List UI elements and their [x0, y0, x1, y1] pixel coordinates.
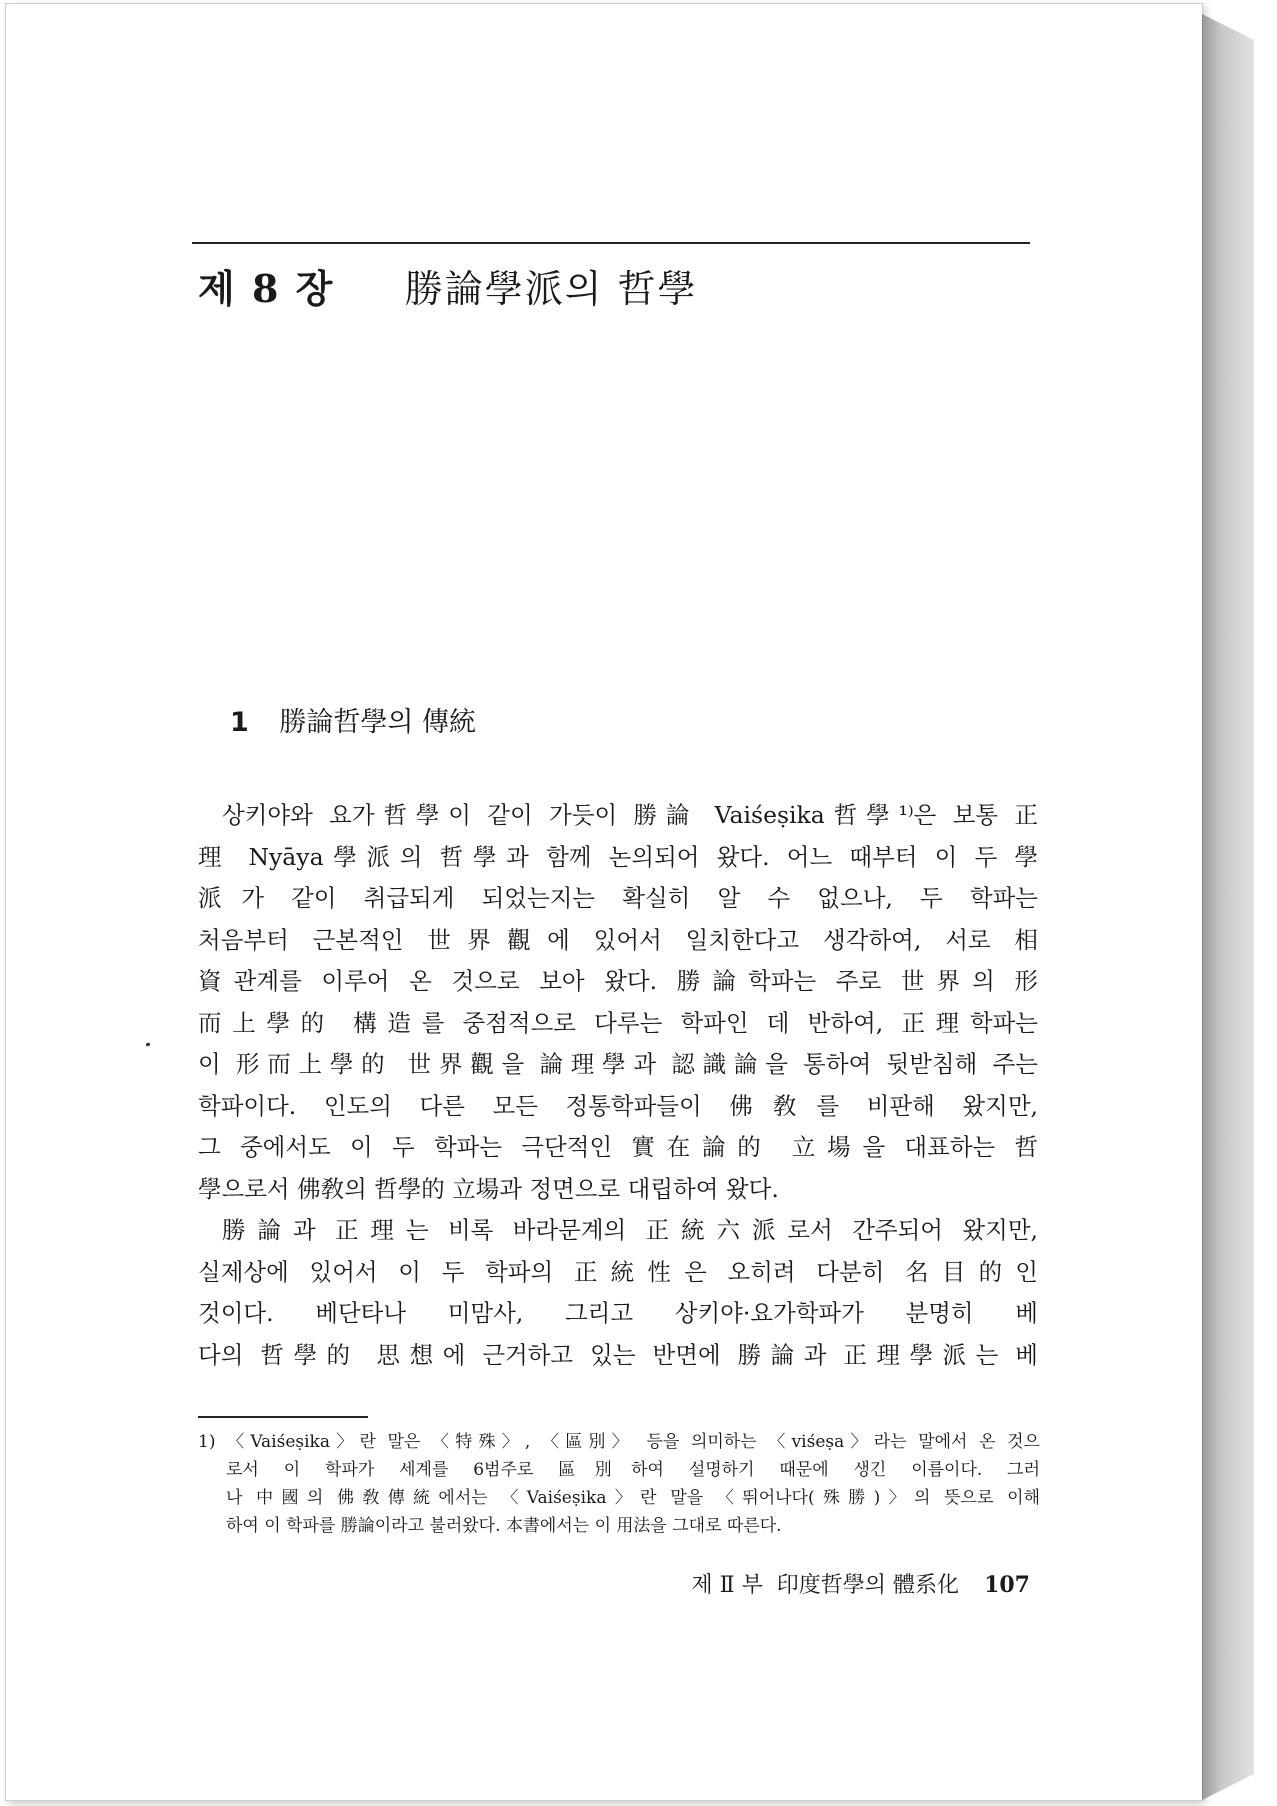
chapter-label: 제 8 장 [198, 266, 335, 311]
text-line: 것이다. 베단타나 미맘사, 그리고 상키야·요가학파가 분명히 베 [198, 1299, 1038, 1327]
chapter-title-text: 勝論學派의 哲學 [404, 267, 698, 311]
text-line: 처음부터 근본적인 世界觀에 있어서 일치한다고 생각하여, 서로 相 [198, 925, 1038, 954]
text-line: 실제상에 있어서 이 두 학파의 正統性은 오히려 다분히 名目的인 [198, 1257, 1038, 1286]
footnote-line: 1) 〈Vaiśeṣika〉란 말은 〈特殊〉, 〈區別〉 등을 의미하는 〈viśeṣa〉라는 말에서 온 것으 [198, 1432, 1040, 1452]
text-line: 상키야와 요가哲學이 같이 가듯이 勝論 Vaiśeṣika哲學¹⁾은 보통 正 [222, 801, 1038, 829]
body-text [198, 795, 1038, 1376]
chapter-top-rule [192, 242, 1030, 244]
text-line: 資관계를 이루어 온 것으로 보아 왔다. 勝論학파는 주로 世界의 形 [198, 967, 1038, 995]
section-heading [230, 700, 930, 739]
text-line: 理 Nyāya學派의 哲學과 함께 논의되어 왔다. 어느 때부터 이 두 學 [198, 842, 1038, 871]
paragraph-2 [198, 1210, 1038, 1376]
text-line: 派가 같이 취급되게 되었는지는 확실히 알 수 없으나, 두 학파는 [198, 884, 1038, 912]
text-line: 而上學的 構造를 중점적으로 다루는 학파인 데 반하여, 正理학파는 [198, 1008, 1038, 1037]
text-line: 다의 哲學的 思想에 근거하고 있는 반면에 勝論과 正理學派는 베 [198, 1340, 1038, 1369]
running-footer [650, 1568, 1030, 1599]
page-stack-edge [1202, 14, 1254, 1800]
footnote-rule [198, 1416, 368, 1418]
text-line: 勝論과 正理는 비록 바라문계의 正統六派로서 간주되어 왔지만, [222, 1216, 1038, 1244]
footnote-line: 나 中國의 佛敎傳統에서는 〈Vaiśeṣika〉란 말을 〈뛰어나다(殊勝)〉의 뜻으로 이해 [226, 1488, 1040, 1508]
page-number: 107 [984, 1572, 1030, 1598]
text-line: 이 形而上學的 世界觀을 論理學과 認識論을 통하여 뒷받침해 주는 [198, 1050, 1038, 1078]
section-number: 1 [230, 707, 249, 738]
chapter-title [198, 258, 998, 313]
paragraph-1 [198, 795, 1038, 1210]
section-title: 勝論哲學의 傳統 [279, 707, 477, 738]
text-line: 그 중에서도 이 두 학파는 극단적인 實在論的 立場을 대표하는 哲 [198, 1133, 1038, 1161]
footnote [198, 1428, 1040, 1540]
text-line: 학파이다. 인도의 다른 모든 정통학파들이 佛敎를 비판해 왔지만, [198, 1091, 1038, 1120]
footer-part-title: 제 Ⅱ 부 印度哲學의 體系化 [691, 1573, 960, 1598]
footnote-line: 하여 이 학파를 勝論이라고 불러왔다. 本書에서는 이 用法을 그대로 따른다. [226, 1516, 782, 1536]
text-line: 學으로서 佛敎의 哲學的 立場과 정면으로 대립하여 왔다. [198, 1174, 779, 1203]
footnote-line: 로서 이 학파가 세계를 6범주로 區別하여 설명하기 때문에 생긴 이름이다. 그러 [226, 1460, 1040, 1480]
